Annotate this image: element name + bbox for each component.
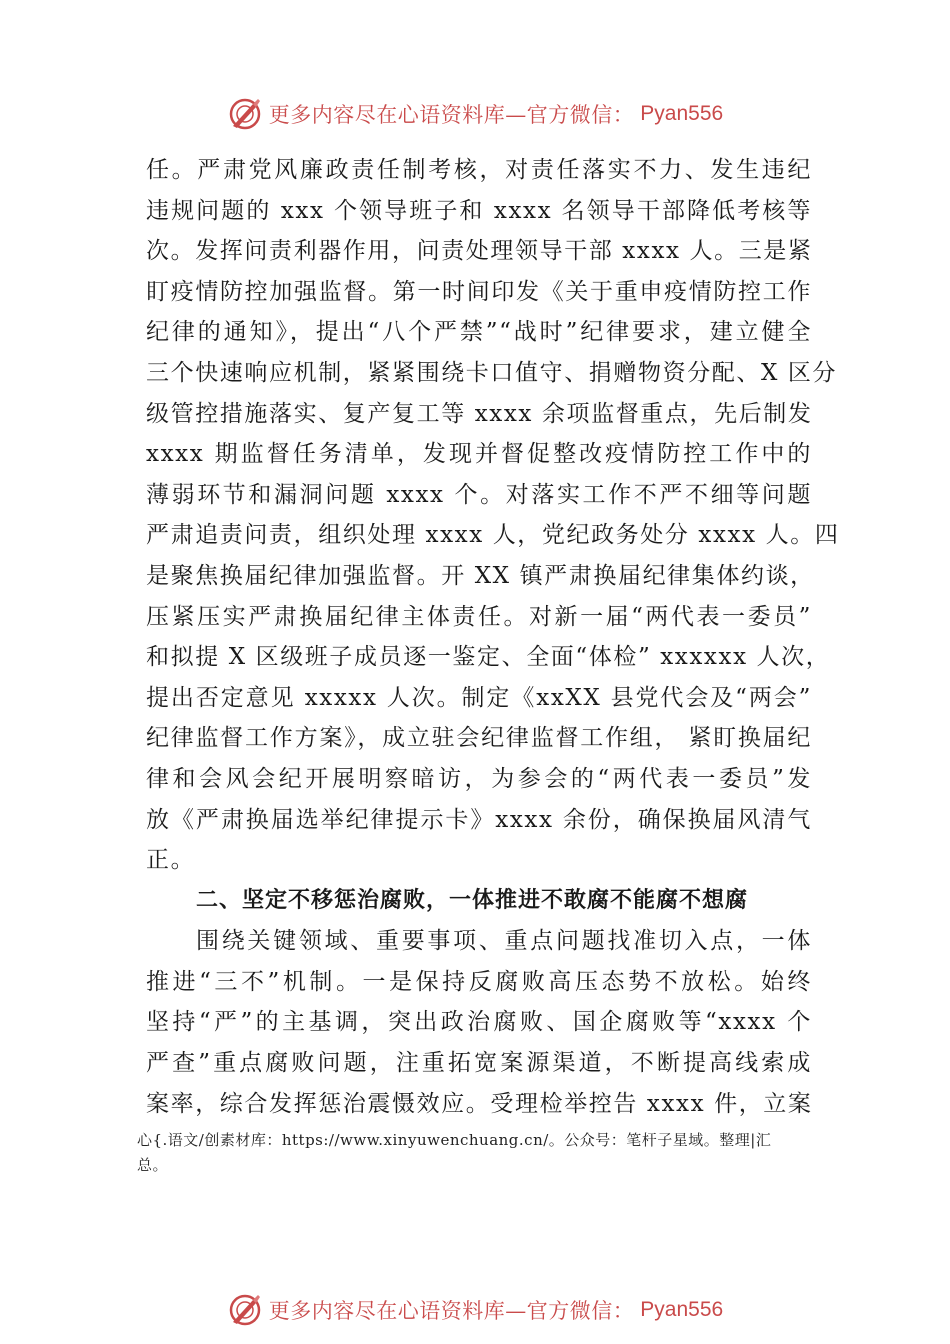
document-body <box>146 150 840 1124</box>
text-line: 任。严肃党风廉政责任制考核，对责任落实不力、发生违纪 <box>146 157 812 183</box>
footnote-line: 总。 <box>137 1156 169 1174</box>
text-line: 三个快速响应机制，紧紧围绕卡口值守、捐赠物资分配、X 区分 <box>146 359 838 386</box>
footnote-line: 心{.语文/创素材库：https://www.xinyuwenchuang.cn/。公众号：笔杆子星域。整理|汇 <box>137 1131 772 1149</box>
text-line: 违规问题的 xxx 个领导班子和 xxxx 名领导干部降低考核等 <box>146 197 812 224</box>
text-line: 放《严肃换届选举纪律提示卡》xxxx 余份，确保换届风清气 <box>146 806 812 833</box>
header-watermark-banner <box>0 94 950 134</box>
text-line: 纪律的通知》，提出“八个严禁”“战时”纪律要求，建立健全 <box>146 319 812 346</box>
banner-wechat-id: Pyan556 <box>640 1298 724 1321</box>
banner-text: 更多内容尽在心语资料库—官方微信： <box>268 103 635 127</box>
banner-wechat-id: Pyan556 <box>640 102 724 125</box>
text-line: 和拟提 X 区级班子成员逐一鉴定、全面“体检” xxxxxx 人次， <box>146 644 831 671</box>
text-line: 律和会风会纪开展明察暗访，为参会的“两代表一委员”发 <box>146 765 812 792</box>
section-heading: 二、坚定不移惩治腐败，一体推进不敢腐不能腐不想腐 <box>196 887 749 913</box>
footer-watermark-banner <box>0 1290 950 1330</box>
text-line: 是聚焦换届纪律加强监督。开 XX 镇严肃换届纪律集体约谈， <box>146 562 815 589</box>
text-line: 坚持“严”的主基调，突出政治腐败、国企腐败等“xxxx 个 <box>146 1009 812 1036</box>
text-line: 次。发挥问责利器作用，问责处理领导干部 xxxx 人。三是紧 <box>146 238 813 265</box>
text-line: 纪律监督工作方案》，成立驻会纪律监督工作组， 紧盯换届纪 <box>146 725 812 752</box>
text-line: 级管控措施落实、复产复工等 xxxx 余项监督重点，先后制发 <box>146 400 813 427</box>
quill-logo-icon <box>227 96 263 132</box>
text-line: 围绕关键领域、重要事项、重点问题找准切入点，一体 <box>196 928 812 955</box>
text-line: 压紧压实严肃换届纪律主体责任。对新一届“两代表一委员” <box>146 603 812 630</box>
text-line: 严查”重点腐败问题，注重拓宽案源渠道，不断提高线索成 <box>146 1050 812 1077</box>
banner-text: 更多内容尽在心语资料库—官方微信： <box>268 1299 635 1323</box>
quill-logo-icon <box>227 1292 263 1328</box>
text-line: 薄弱环节和漏洞问题 xxxx 个。对落实工作不严不细等问题 <box>146 481 812 508</box>
source-footnote <box>137 1128 837 1178</box>
text-line: xxxx 期监督任务清单，发现并督促整改疫情防控工作中的 <box>146 441 812 468</box>
text-line: 案率，综合发挥惩治震慑效应。受理检举控告 xxxx 件，立案 <box>146 1090 813 1117</box>
text-line: 正。 <box>146 847 196 874</box>
text-line: 盯疫情防控加强监督。第一时间印发《关于重申疫情防控工作 <box>146 278 812 305</box>
text-line: 推进“三不”机制。一是保持反腐败高压态势不放松。始终 <box>146 968 812 995</box>
text-line: 严肃追责问责，组织处理 xxxx 人，党纪政务处分 xxxx 人。四 <box>146 522 840 549</box>
text-line: 提出否定意见 xxxxx 人次。制定《xxXX 县党代会及“两会” <box>146 684 812 711</box>
